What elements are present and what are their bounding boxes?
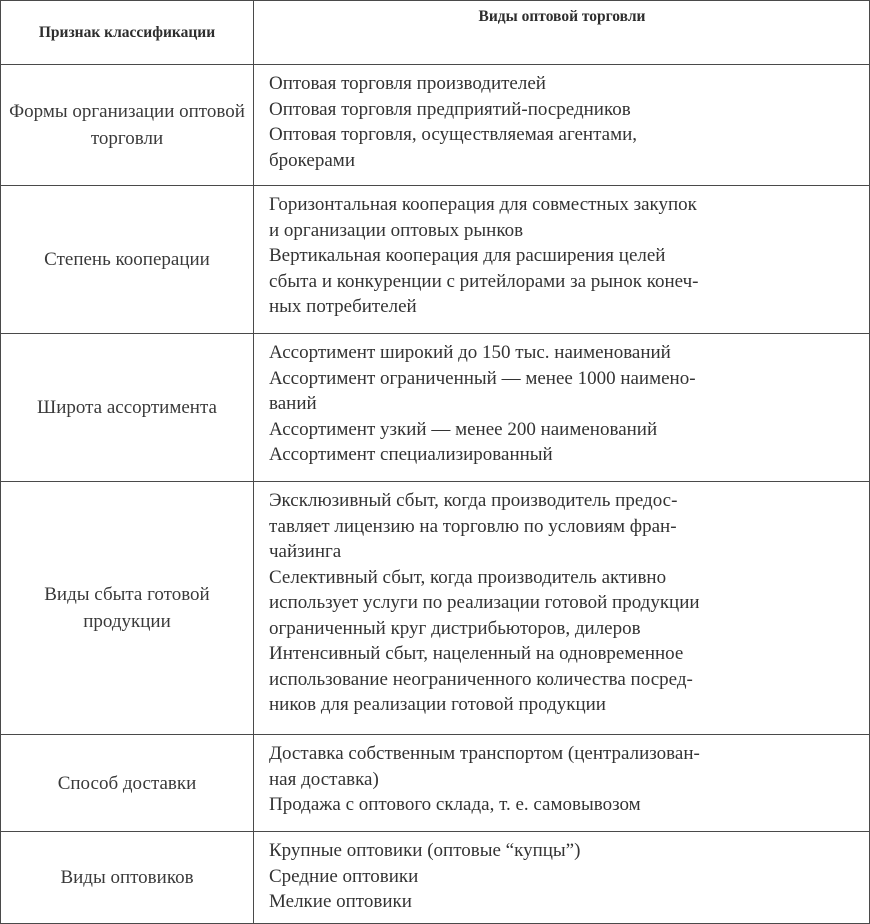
content-line: Ассортимент ограниченный — менее 1000 наимено- (269, 367, 696, 389)
header-classification-criterion: Признак классификации (1, 1, 254, 64)
content-line: Крупные оптовики (оптовые “купцы”) (269, 840, 581, 861)
content-line: Средние оптовики (269, 865, 419, 887)
row-content (255, 65, 869, 185)
content-line: ников для реализации готовой продукции (269, 694, 606, 715)
content-line: и организации оптовых рынков (269, 219, 524, 241)
content-line: Ассортимент специализированный (269, 444, 553, 465)
row-content (255, 186, 869, 333)
content-line: Ассортимент широкий до 150 тыс. наименований (269, 342, 671, 363)
table-row (1, 65, 869, 186)
content-line: ваний (269, 393, 317, 414)
content-line: ограниченный круг дистрибьюторов, дилеров (269, 617, 641, 639)
content-line: Оптовая торговля, осуществляемая агентами, (269, 124, 638, 145)
content-line: сбыта и конкуренции с ритейлорами за рынок конеч- (269, 270, 699, 292)
content-line: использует услуги по реализации готовой продукции (269, 592, 700, 613)
table-header-row (1, 1, 869, 65)
content-line: Оптовая торговля производителей (269, 73, 546, 94)
content-line: Оптовая торговля предприятий-посредников (269, 98, 631, 120)
content-line: Вертикальная кооперация для расширения целей (269, 245, 666, 266)
row-label: Виды оптовиков (1, 832, 254, 923)
row-content (255, 832, 869, 923)
content-line: Продажа с оптового склада, т. е. самовывозом (269, 794, 641, 815)
content-line: Горизонтальная кооперация для совместных закупок (269, 194, 697, 215)
header-wholesale-types: Виды оптовой торговли (478, 8, 646, 25)
content-line: ных потребителей (269, 296, 417, 317)
table-row (1, 186, 869, 334)
table-row (1, 735, 869, 832)
content-line: Селективный сбыт, когда производитель активно (269, 566, 667, 588)
row-label: Способ доставки (1, 735, 254, 831)
content-line: использование неограниченного количества посред- (269, 668, 693, 690)
table-row (1, 334, 869, 482)
content-line: чайзинга (269, 541, 342, 562)
row-content (255, 735, 869, 831)
table-row (1, 832, 869, 923)
row-label: Виды сбыта готовой продукции (1, 482, 254, 734)
row-content (255, 334, 869, 481)
content-line: Интенсивный сбыт, нацеленный на одновременное (269, 643, 684, 664)
table-row (1, 482, 869, 735)
row-content (255, 482, 869, 734)
content-line: тавляет лицензию на торговлю по условиям фран- (269, 515, 677, 537)
content-line: Ассортимент узкий — менее 200 наименований (269, 418, 658, 440)
row-label: Широта ассортимента (1, 334, 254, 481)
row-label: Формы организации оптовой торговли (1, 65, 254, 185)
row-label: Степень кооперации (1, 186, 254, 333)
content-line: брокерами (269, 149, 355, 171)
content-line: Эксклюзивный сбыт, когда производитель предос- (269, 490, 678, 511)
content-line: ная доставка) (269, 768, 379, 790)
content-line: Доставка собственным транспортом (централизован- (269, 743, 700, 764)
content-line: Мелкие оптовики (269, 891, 412, 912)
